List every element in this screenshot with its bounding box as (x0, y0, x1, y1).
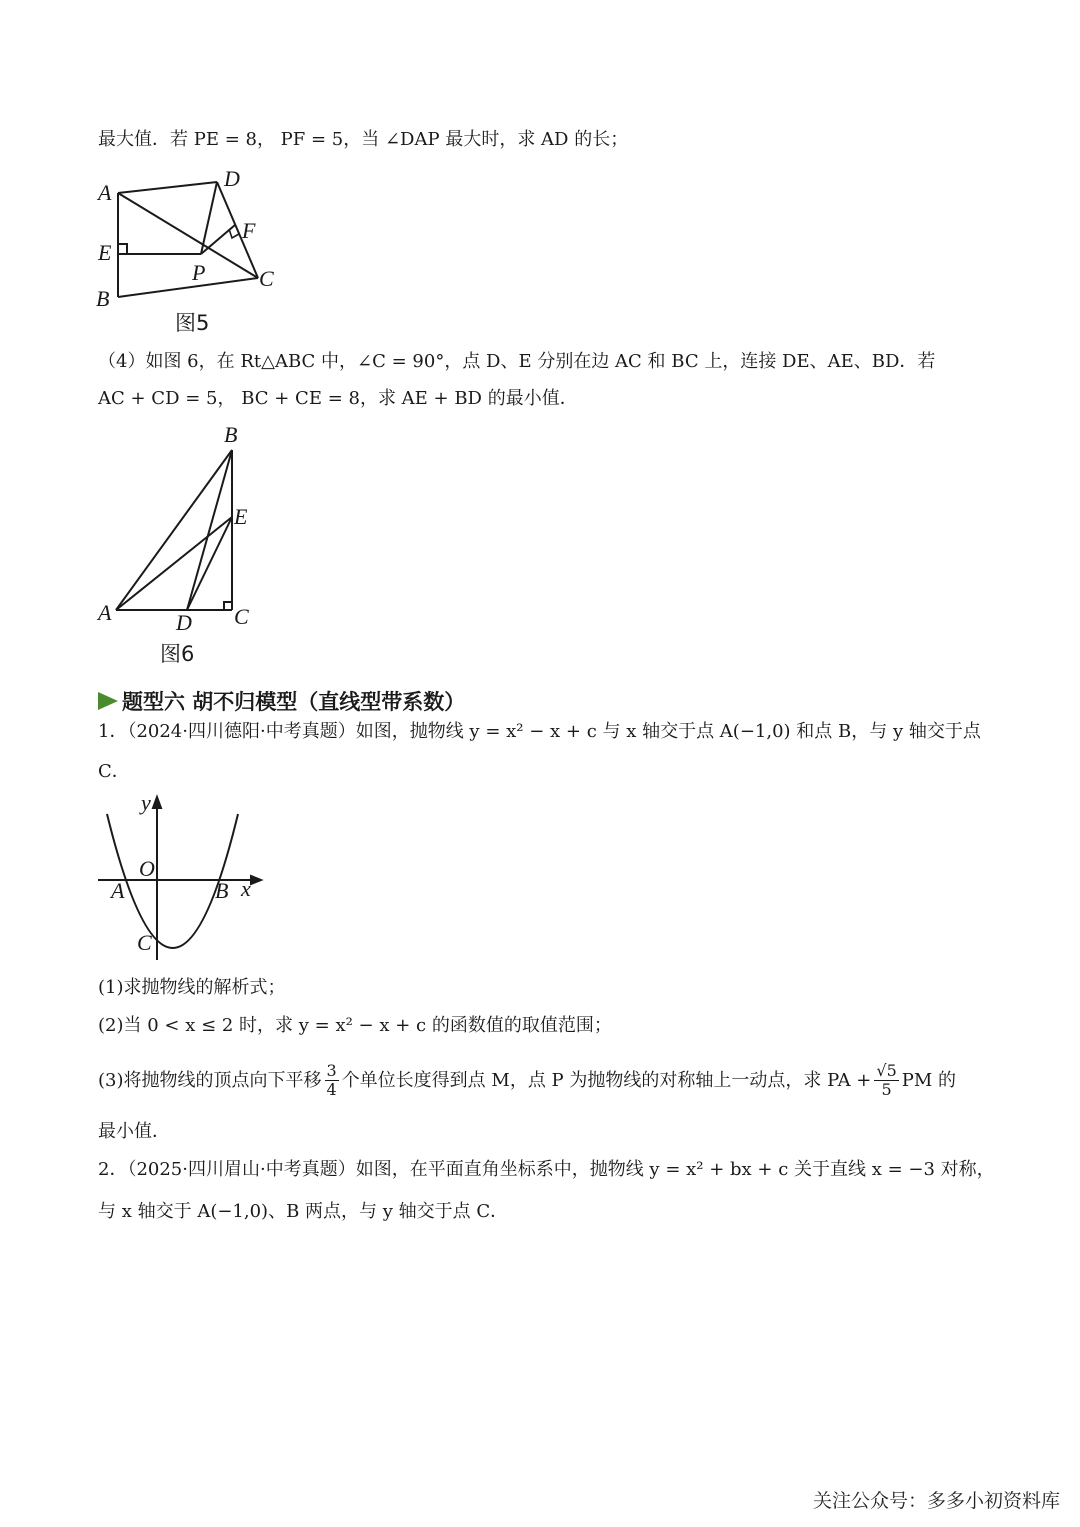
problem-1-intro: 1．（2024·四川德阳·中考真题）如图，抛物线 y = x² − x + c 与 x 轴交于点 A(−1,0) 和点 B，与 y 轴交于点 (98, 721, 981, 742)
fig5-label-b: B (96, 286, 110, 311)
parabola-label-a: A (111, 878, 125, 903)
question-3 (98, 1062, 956, 1099)
fraction-root5-over-5 (874, 1062, 898, 1099)
fig6-label-d: D (176, 610, 192, 635)
fig5-label-e: E (98, 240, 112, 265)
fraction-three-quarters (325, 1062, 339, 1099)
fig6-label-b: B (224, 422, 238, 447)
figure-6 (92, 420, 272, 640)
text-line-1: 最大值．若 PE = 8， PF = 5，当 ∠DAP 最大时，求 AD 的长； (98, 129, 629, 150)
section-title (98, 686, 465, 716)
figure-5 (92, 160, 292, 310)
figure-parabola (95, 792, 265, 964)
parabola-label-o: O (139, 856, 155, 881)
fig6-caption: 图6 (160, 642, 195, 666)
fraction-denominator: 4 (326, 1080, 337, 1099)
question-3-part-a: (3)将抛物线的顶点向下平移 (98, 1069, 322, 1091)
text-line-2: （4）如图 6，在 Rt△ABC 中，∠C = 90°，点 D、E 分别在边 AC 和 BC 上，连接 DE、AE、BD．若 (98, 351, 936, 372)
parabola-label-y: y (141, 790, 151, 815)
parabola-label-x: x (241, 876, 251, 901)
question-3-part-c: PM 的 (901, 1069, 957, 1091)
question-1: (1)求抛物线的解析式； (98, 977, 286, 998)
footer-watermark: 关注公众号：多多小初资料库 (812, 1490, 1060, 1512)
fraction-numerator: 3 (326, 1061, 337, 1080)
parabola-label-b: B (215, 878, 229, 903)
question-3-part-b: 个单位长度得到点 M，点 P 为抛物线的对称轴上一动点，求 PA + (341, 1069, 872, 1091)
question-3-end: 最小值． (98, 1121, 170, 1142)
fraction-denominator: 5 (881, 1080, 892, 1099)
problem-1-intro-2: C． (98, 761, 130, 782)
fig6-label-e: E (234, 504, 248, 529)
text-line-3: AC + CD = 5， BC + CE = 8，求 AE + BD 的最小值． (98, 388, 578, 409)
parabola-label-c: C (137, 930, 152, 955)
problem-2-line-2: 与 x 轴交于 A(−1,0)、B 两点，与 y 轴交于点 C． (98, 1201, 509, 1222)
fig6-label-a: A (98, 600, 112, 625)
fig5-label-d: D (224, 166, 240, 191)
fig5-label-p: P (192, 260, 206, 285)
fig5-label-c: C (259, 266, 274, 291)
question-2: (2)当 0 < x ≤ 2 时，求 y = x² − x + c 的函数值的取值范围； (98, 1015, 612, 1036)
fig5-label-f: F (242, 218, 256, 243)
problem-2-line-1: 2．（2025·四川眉山·中考真题）如图，在平面直角坐标系中，抛物线 y = x² + bx + c 关于直线 x = −3 对称， (98, 1159, 995, 1180)
fig5-caption: 图5 (175, 311, 210, 335)
play-arrow-icon (98, 692, 118, 710)
fig5-label-a: A (98, 180, 112, 205)
fig6-label-c: C (234, 604, 249, 629)
fraction-numerator: √5 (876, 1061, 897, 1080)
section-title-text: 题型六 胡不归模型（直线型带系数） (122, 690, 466, 714)
